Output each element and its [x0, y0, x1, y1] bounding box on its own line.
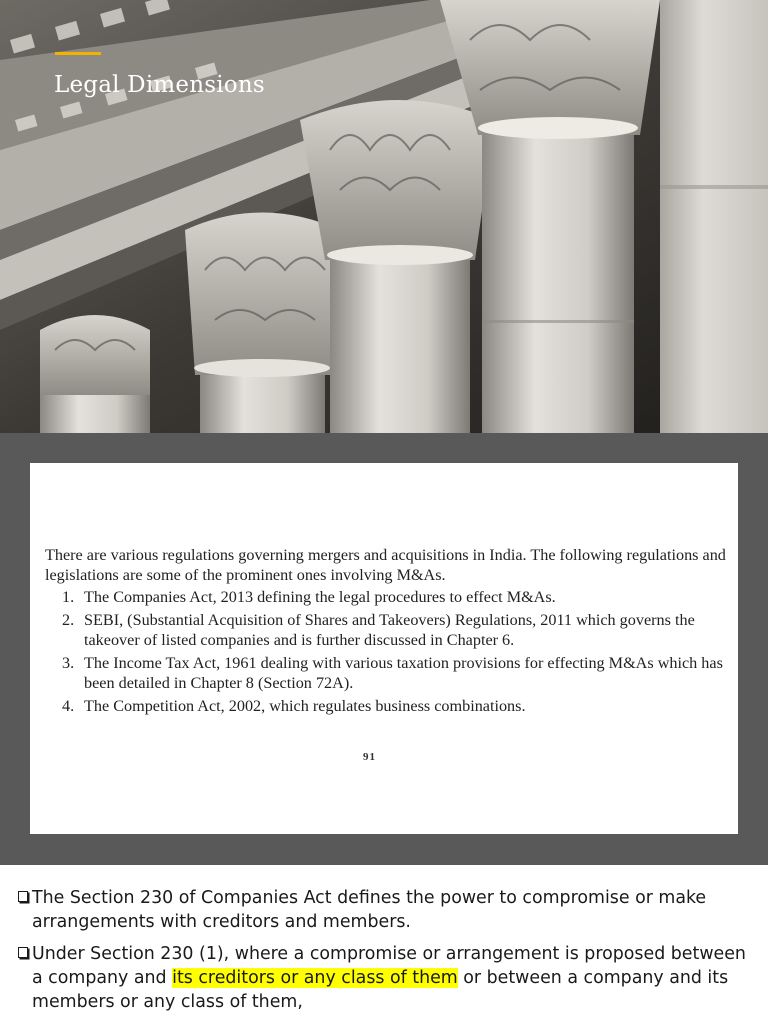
- notes-section: [18, 886, 758, 1022]
- highlighted-text: its creditors or any class of them: [172, 968, 458, 988]
- content-band: [0, 433, 768, 865]
- list-item-number: 3.: [62, 654, 75, 672]
- list-item-text: SEBI, (Substantial Acquisition of Shares and Takeovers) Regulations, 2011 which governs the takeover of listed companies and is further discussed in Chapter 6.: [84, 611, 695, 649]
- list-item: [45, 610, 731, 650]
- scanned-page: [30, 463, 738, 834]
- list-item: [45, 696, 731, 716]
- regulations-list: [45, 587, 731, 716]
- list-item-text: The Companies Act, 2013 defining the legal procedures to effect M&As.: [84, 588, 556, 606]
- list-item: [45, 653, 731, 693]
- list-item-text: The Income Tax Act, 1961 dealing with various taxation provisions for effecting M&As which has been detailed in Chapter 8 (Section 72A).: [84, 654, 723, 692]
- list-item-number: 2.: [62, 611, 75, 629]
- note-item: [18, 886, 758, 934]
- scanned-intro-paragraph: There are various regulations governing mergers and acquisitions in India. The following regulations and legislations are some of the prominent ones involving M&As.: [45, 546, 726, 584]
- hero-photo: [0, 0, 768, 433]
- note-text-end: or between a company and its members or any class of them,: [32, 968, 729, 1012]
- columns-photo-illustration: [0, 0, 768, 433]
- title-accent-rule: [55, 52, 101, 55]
- list-item: [45, 587, 731, 607]
- note-text: The Section 230 of Companies Act defines the power to compromise or make arrangements with creditors and members.: [32, 888, 707, 932]
- list-item-text: The Competition Act, 2002, which regulates business combinations.: [84, 697, 526, 715]
- note-text-start: Under Section 230 (1), where a compromise or arrangement is proposed between a company and: [32, 944, 746, 988]
- list-item-number: 1.: [62, 588, 75, 606]
- square-bullet-icon: [18, 947, 28, 958]
- note-item: [18, 942, 758, 1014]
- scanned-text-block: [45, 545, 731, 719]
- list-item-number: 4.: [62, 697, 75, 715]
- square-bullet-icon: [18, 891, 28, 902]
- scanned-page-number: 91: [363, 751, 376, 763]
- slide-title: Legal Dimensions: [54, 72, 265, 98]
